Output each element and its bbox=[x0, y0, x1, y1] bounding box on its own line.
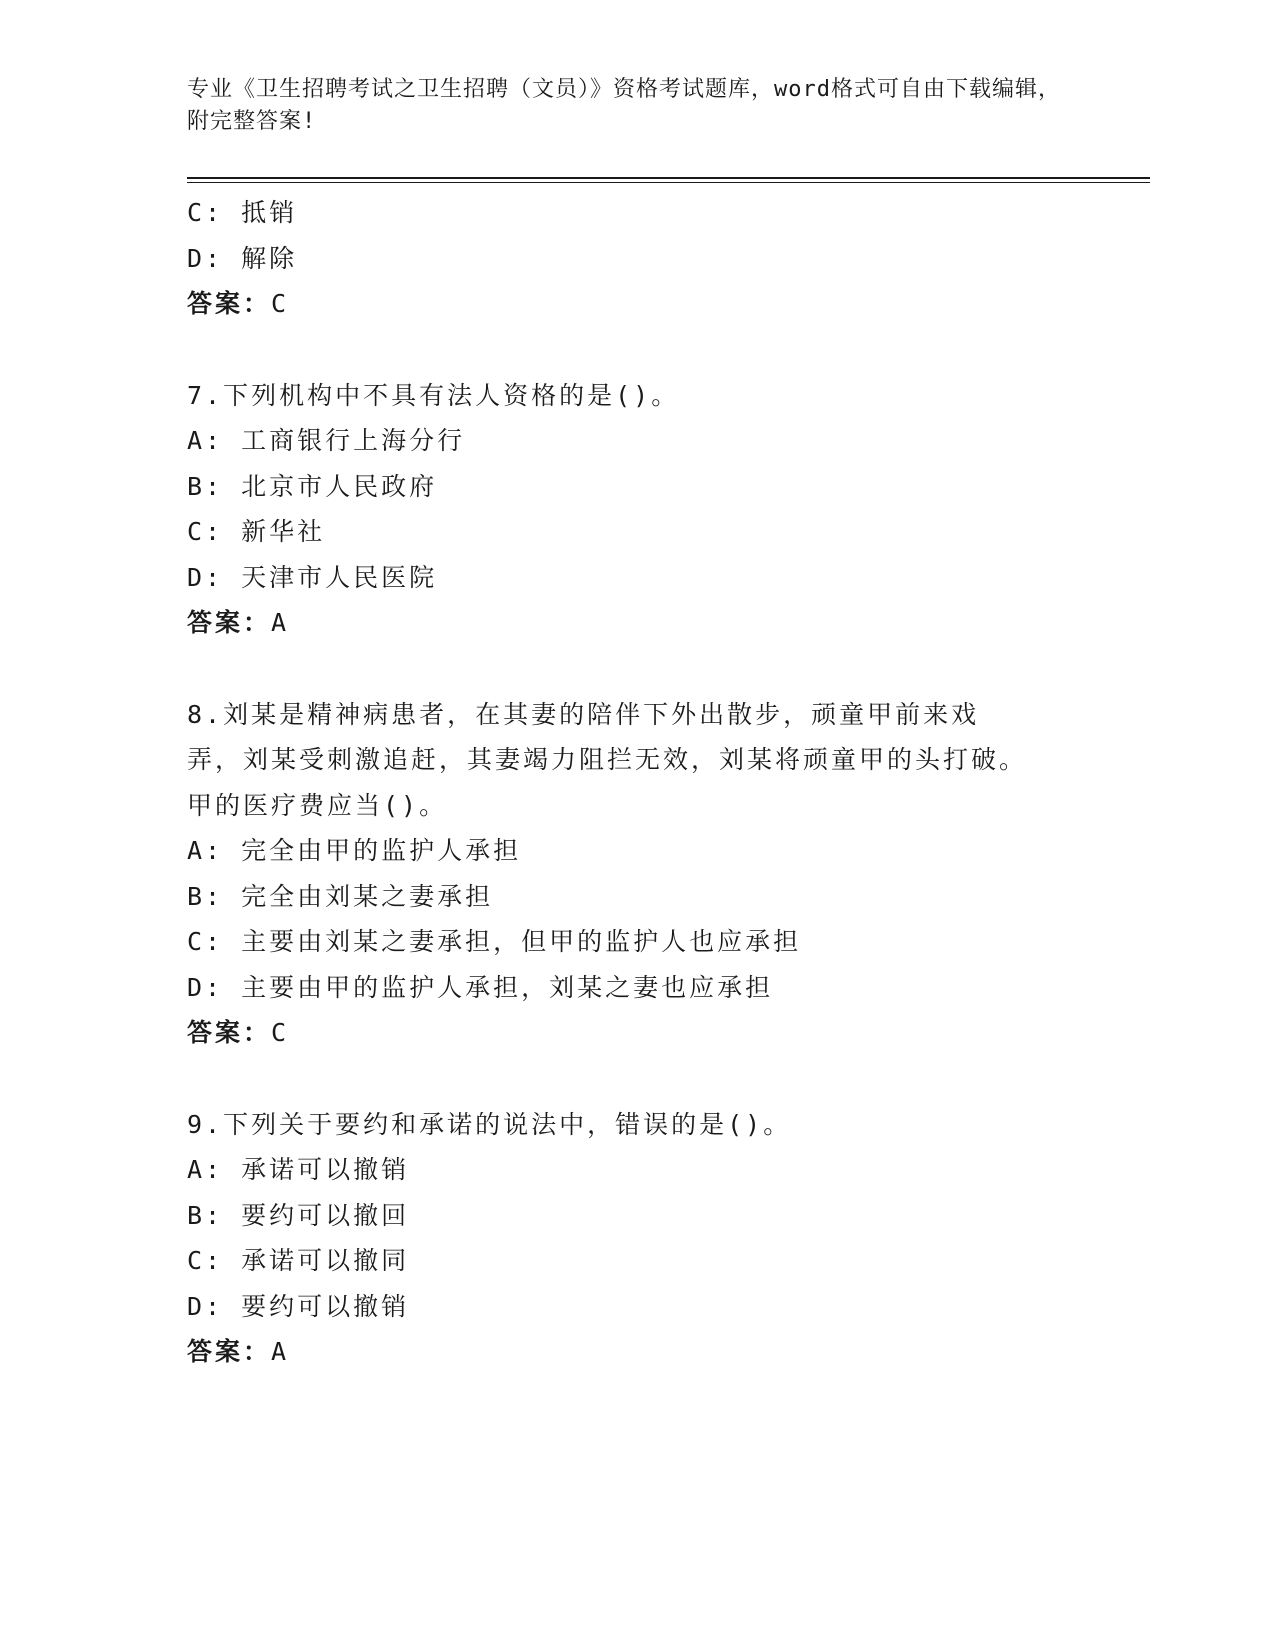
question-stem: 9.下列关于要约和承诺的说法中，错误的是()。 bbox=[187, 1109, 792, 1139]
answer-line bbox=[187, 1010, 1087, 1056]
option-a: A: 工商银行上海分行 bbox=[187, 426, 466, 455]
partial-question bbox=[187, 190, 1087, 327]
answer-value: A bbox=[271, 608, 290, 637]
answer-line bbox=[187, 600, 1087, 646]
option-b: B: 完全由刘某之妻承担 bbox=[187, 881, 494, 911]
document-header: 专业《卫生招聘考试之卫生招聘（文员）》资格考试题库，word格式可自由下载编辑，附完整答案! bbox=[187, 77, 1061, 134]
option-c: C: 承诺可以撤同 bbox=[187, 1246, 410, 1275]
answer-line bbox=[187, 1329, 1087, 1375]
answer-label: 答案： bbox=[187, 1337, 272, 1366]
answer-label: 答案： bbox=[187, 608, 272, 637]
question-7 bbox=[187, 373, 1087, 646]
option-d: D: 解除 bbox=[187, 243, 298, 273]
question-9 bbox=[187, 1102, 1087, 1375]
option-c: C: 新华社 bbox=[187, 517, 326, 546]
answer-label: 答案： bbox=[187, 289, 272, 318]
question-stem: 8.刘某是精神病患者，在其妻的陪伴下外出散步，顽童甲前来戏弄，刘某受刺激追赶，其妻竭力阻拦无效，刘某将顽童甲的头打破。甲的医疗费应当()。 bbox=[187, 699, 1028, 820]
header-divider-thin bbox=[187, 182, 1150, 183]
question-8 bbox=[187, 692, 1087, 1056]
question-stem: 7.下列机构中不具有法人资格的是()。 bbox=[187, 380, 680, 410]
answer-line bbox=[187, 281, 1087, 327]
question-list bbox=[187, 190, 1087, 1375]
option-b: B: 要约可以撤回 bbox=[187, 1200, 410, 1230]
option-d: D: 要约可以撤销 bbox=[187, 1291, 410, 1321]
option-d: D: 天津市人民医院 bbox=[187, 562, 438, 592]
answer-value: C bbox=[271, 289, 290, 318]
option-c: C: 主要由刘某之妻承担，但甲的监护人也应承担 bbox=[187, 927, 802, 956]
answer-value: C bbox=[271, 1018, 290, 1047]
answer-value: A bbox=[271, 1337, 290, 1366]
header-divider-thick bbox=[187, 177, 1150, 179]
option-c: C: 抵销 bbox=[187, 198, 298, 227]
option-b: B: 北京市人民政府 bbox=[187, 471, 438, 501]
answer-label: 答案： bbox=[187, 1018, 272, 1047]
option-d: D: 主要由甲的监护人承担，刘某之妻也应承担 bbox=[187, 972, 774, 1002]
option-a: A: 承诺可以撤销 bbox=[187, 1155, 410, 1184]
option-a: A: 完全由甲的监护人承担 bbox=[187, 836, 522, 865]
